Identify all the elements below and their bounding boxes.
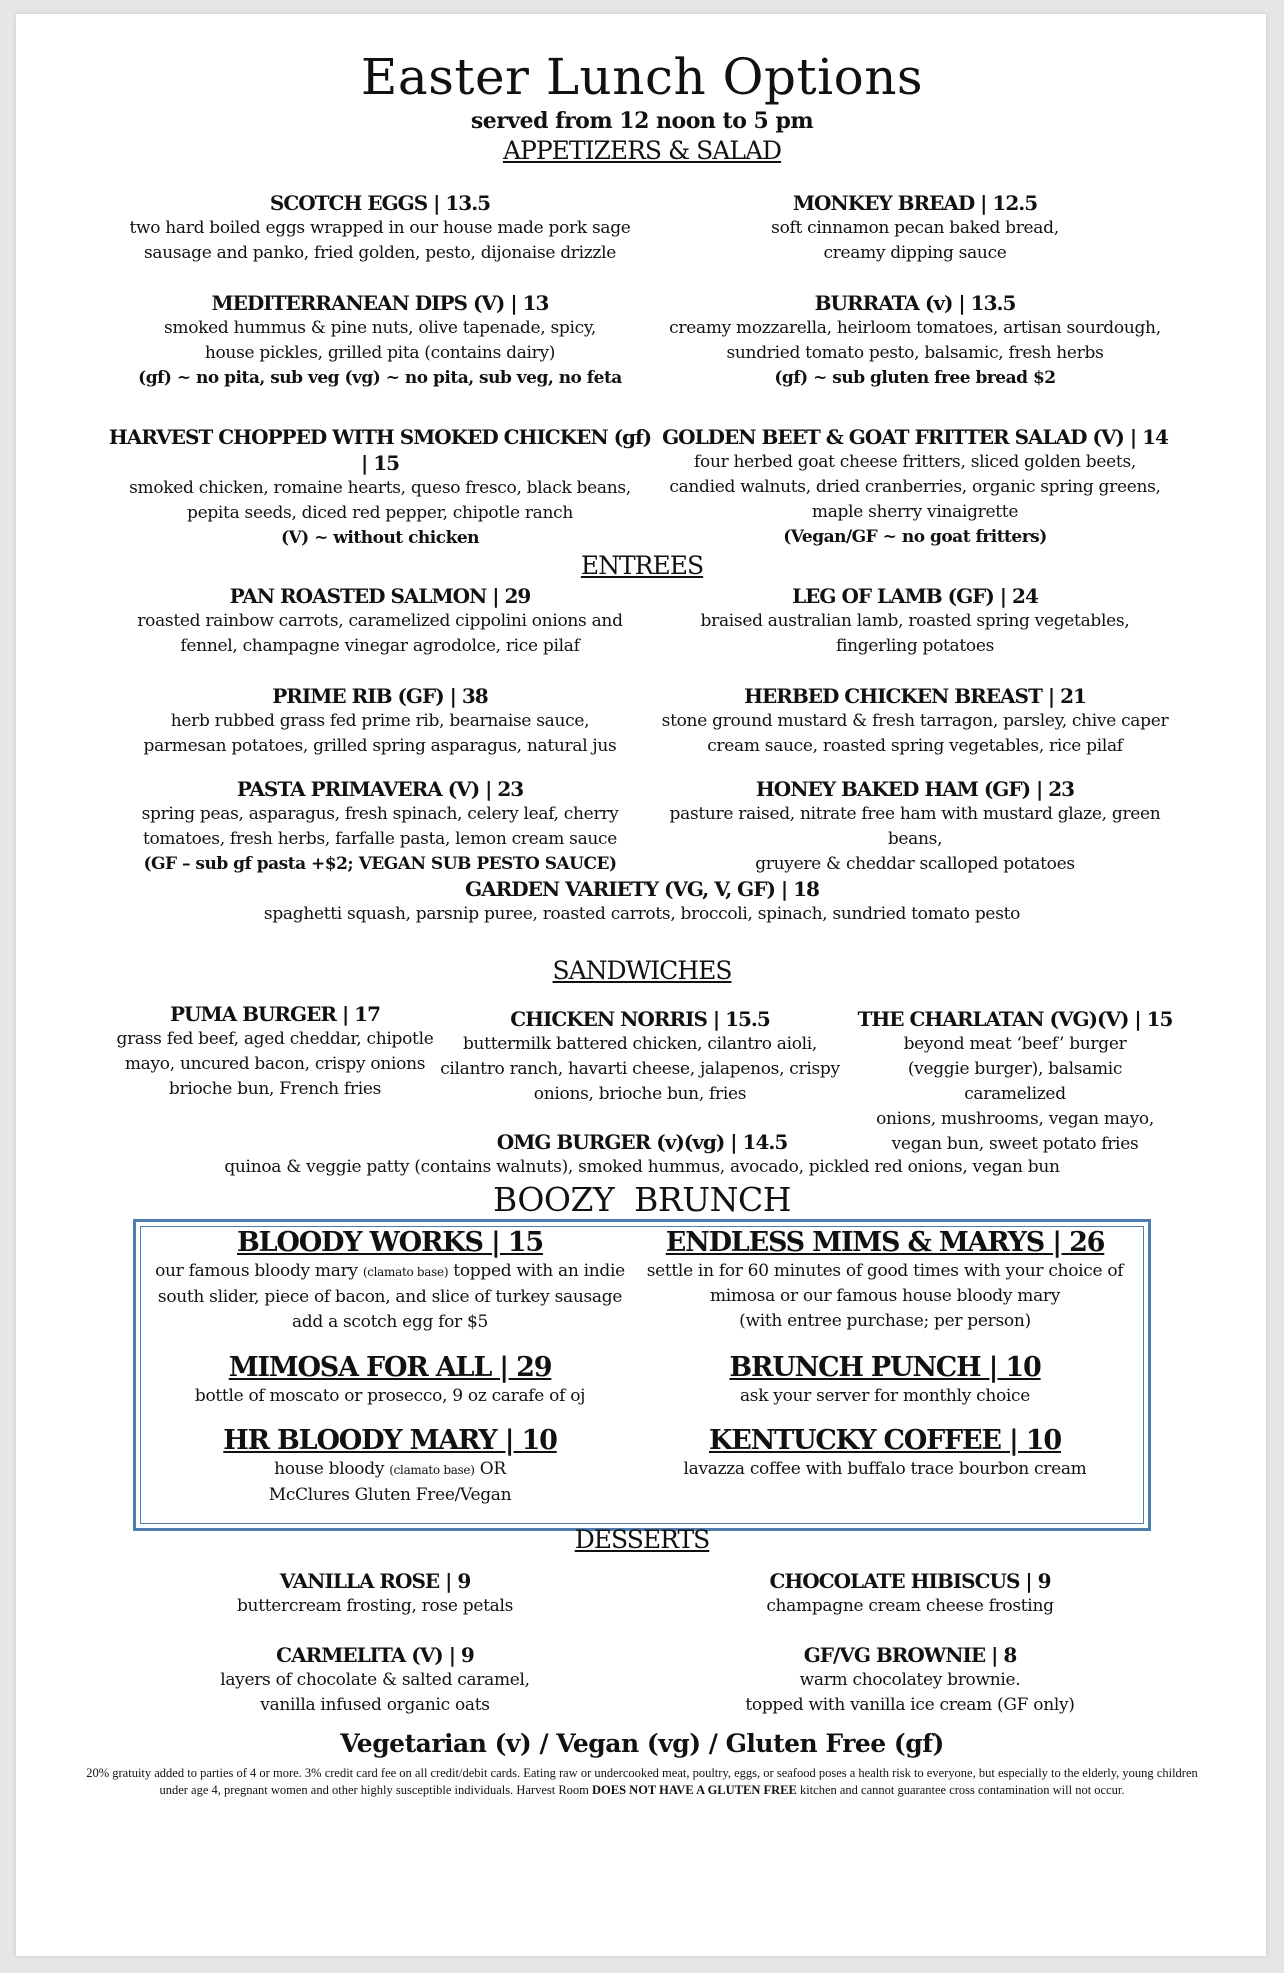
menu-item	[105, 776, 655, 877]
item-note: (gf) ~ no pita, sub veg (vg) ~ no pita, sub veg, no feta	[138, 368, 622, 388]
drink-name: BRUNCH PUNCH | 10	[729, 1352, 1041, 1383]
item-description: mayo, uncured bacon, crispy onions	[124, 1054, 426, 1074]
drink-item	[640, 1227, 1130, 1334]
item-name: GF/VG BROWNIE | 8	[803, 1643, 1017, 1667]
item-name: HARVEST CHOPPED WITH SMOKED CHICKEN (gf) | 15	[108, 425, 652, 475]
item-description: maple sherry vinaigrette	[811, 502, 1019, 522]
item-description: herb rubbed grass fed prime rib, bearnaise sauce,	[170, 711, 590, 731]
section-heading-sandwiches: SANDWICHES	[552, 956, 732, 985]
drink-name: MIMOSA FOR ALL | 29	[228, 1352, 552, 1383]
item-note: (gf) ~ sub gluten free bread $2	[774, 368, 1056, 388]
drink-item	[140, 1227, 640, 1335]
item-description: soft cinnamon pecan baked bread,	[771, 218, 1059, 238]
item-name: VANILLA ROSE | 9	[279, 1569, 471, 1593]
drink-description: our famous bloody mary (clamato base) topped with an indie	[155, 1261, 625, 1281]
item-description: quinoa & veggie patty (contains walnuts), smoked hummus, avocado, pickled red onions, vegan bun	[224, 1157, 1060, 1177]
item-description: onions, brioche bun, fries	[533, 1084, 747, 1104]
drink-description: south slider, piece of bacon, and slice of turkey sausage	[157, 1287, 623, 1307]
item-description: cream sauce, roasted spring vegetables, rice pilaf	[707, 736, 1123, 756]
drink-description: ask your server for monthly choice	[739, 1386, 1031, 1406]
drink-description: settle in for 60 minutes of good times with your choice of	[646, 1261, 1124, 1281]
drink-description: lavazza coffee with buffalo trace bourbon cream	[683, 1459, 1087, 1479]
menu-item	[105, 424, 655, 551]
item-description: onions, mushrooms, vegan mayo,	[876, 1109, 1154, 1129]
item-description: sausage and panko, fried golden, pesto, dijonaise drizzle	[144, 243, 616, 263]
menu-item	[150, 1129, 1134, 1180]
item-description: creamy mozzarella, heirloom tomatoes, artisan sourdough,	[669, 318, 1161, 338]
item-description: stone ground mustard & fresh tarragon, parsley, chive caper	[661, 711, 1169, 731]
menu-item	[95, 1001, 455, 1102]
menu-item	[650, 683, 1180, 759]
menu-item	[125, 1642, 625, 1718]
drink-item	[640, 1352, 1130, 1409]
item-description: candied walnuts, dried cranberries, organic spring greens,	[669, 477, 1161, 497]
menu-item	[650, 583, 1180, 659]
item-note: (V) ~ without chicken	[280, 528, 480, 548]
drink-description: McClures Gluten Free/Vegan	[268, 1485, 512, 1505]
menu-item	[660, 1568, 1160, 1619]
drink-item	[140, 1352, 640, 1409]
drink-name: HR BLOODY MARY | 10	[223, 1425, 557, 1456]
section-heading-boozy-brunch: BOOZY BRUNCH	[493, 1180, 791, 1219]
menu-item	[650, 424, 1180, 550]
item-name: HERBED CHICKEN BREAST | 21	[744, 684, 1086, 708]
item-name: PUMA BURGER | 17	[169, 1002, 381, 1026]
section-heading-appetizers: APPETIZERS & SALAD	[502, 136, 782, 165]
item-description: creamy dipping sauce	[823, 243, 1007, 263]
drink-name: ENDLESS MIMS & MARYS | 26	[665, 1227, 1105, 1258]
item-description: four herbed goat cheese fritters, sliced golden beets,	[694, 452, 1136, 472]
menu-item	[430, 1006, 850, 1107]
menu-item	[150, 876, 1134, 927]
menu-item	[105, 190, 655, 266]
item-name: MONKEY BREAD | 12.5	[792, 191, 1038, 215]
item-description: spring peas, asparagus, fresh spinach, celery leaf, cherry	[141, 804, 619, 824]
item-name: THE CHARLATAN (VG)(V) | 15	[857, 1007, 1173, 1031]
menu-item	[650, 290, 1180, 391]
item-note: (Vegan/GF ~ no goat fritters)	[783, 527, 1047, 547]
menu-subtitle: served from 12 noon to 5 pm	[470, 108, 814, 134]
item-description: roasted rainbow carrots, caramelized cippolini onions and	[137, 611, 623, 631]
item-description: fingerling potatoes	[835, 636, 995, 656]
item-description: pepita seeds, diced red pepper, chipotle ranch	[186, 503, 574, 523]
item-description: vegan bun, sweet potato fries	[891, 1134, 1139, 1154]
drink-description: house bloody (clamato base) OR	[274, 1459, 506, 1479]
item-description: smoked chicken, romaine hearts, queso fresco, black beans,	[129, 478, 631, 498]
menu-item	[650, 776, 1180, 877]
menu-item	[105, 290, 655, 391]
drink-item	[140, 1425, 640, 1508]
menu-item	[125, 1568, 625, 1619]
item-description: tomatoes, fresh herbs, farfalle pasta, lemon cream sauce	[142, 829, 618, 849]
item-description: warm chocolatey brownie.	[799, 1670, 1021, 1690]
section-heading-entrees: ENTREES	[580, 551, 704, 580]
item-description: buttermilk battered chicken, cilantro aioli,	[462, 1034, 818, 1054]
item-name: BURRATA (v) | 13.5	[814, 291, 1016, 315]
menu-title: Easter Lunch Options	[360, 48, 924, 106]
item-description: (veggie burger), balsamic caramelized	[907, 1059, 1123, 1104]
item-description: spaghetti squash, parsnip puree, roasted carrots, broccoli, spinach, sundried tomato pesto	[263, 904, 1021, 924]
drink-name: KENTUCKY COFFEE | 10	[709, 1425, 1061, 1456]
item-description: grass fed beef, aged cheddar, chipotle	[116, 1029, 434, 1049]
menu-item	[660, 1642, 1160, 1718]
footer-disclaimer: 20% gratuity added to parties of 4 or more. 3% credit card fee on all credit/debit cards. Eating raw or undercooked meat, poultry, eggs, or seafood poses a health risk to everyone, but especially to the elderly, young children under age 4, pregnant women and other highly susceptible individuals. Harvest Room DOES NOT HAVE A GLUTEN FREE kitchen and cannot guarantee cross contamination will not occur.	[86, 1766, 1198, 1797]
item-description: beyond meat ‘beef’ burger	[903, 1034, 1127, 1054]
item-description: topped with vanilla ice cream (GF only)	[745, 1695, 1075, 1715]
drink-name: BLOODY WORKS | 15	[237, 1227, 543, 1258]
drink-description: bottle of moscato or prosecco, 9 oz carafe of oj	[194, 1386, 586, 1406]
item-description: smoked hummus & pine nuts, olive tapenade, spicy,	[163, 318, 596, 338]
item-description: two hard boiled eggs wrapped in our house made pork sage	[129, 218, 631, 238]
item-name: MEDITERRANEAN DIPS (V) | 13	[211, 291, 549, 315]
item-description: cilantro ranch, havarti cheese, jalapenos, crispy	[440, 1059, 840, 1079]
drink-description: mimosa or our famous house bloody mary	[709, 1286, 1061, 1306]
item-name: CHICKEN NORRIS | 15.5	[510, 1007, 770, 1031]
item-name: PASTA PRIMAVERA (V) | 23	[236, 777, 524, 801]
menu-item	[650, 190, 1180, 266]
item-name: CARMELITA (V) | 9	[276, 1643, 474, 1667]
section-heading-desserts: DESSERTS	[574, 1525, 710, 1554]
item-name: SCOTCH EGGS | 13.5	[269, 191, 491, 215]
item-name: OMG BURGER (v)(vg) | 14.5	[496, 1130, 788, 1154]
drink-item	[640, 1425, 1130, 1482]
drink-description: add a scotch egg for $5	[291, 1312, 489, 1332]
item-description: champagne cream cheese frosting	[766, 1596, 1054, 1616]
item-description: parmesan potatoes, grilled spring asparagus, natural jus	[143, 736, 617, 756]
item-description: vanilla infused organic oats	[260, 1695, 490, 1715]
item-name: GARDEN VARIETY (VG, V, GF) | 18	[465, 877, 819, 901]
item-description: gruyere & cheddar scalloped potatoes	[755, 854, 1075, 874]
dietary-legend: Vegetarian (v) / Vegan (vg) / Gluten Free (gf)	[340, 1729, 944, 1758]
item-description: brioche bun, French fries	[168, 1079, 382, 1099]
item-description: buttercream frosting, rose petals	[236, 1596, 514, 1616]
drink-description: (with entree purchase; per person)	[739, 1311, 1031, 1331]
item-description: fennel, champagne vinegar agrodolce, rice pilaf	[180, 636, 580, 656]
item-description: pasture raised, nitrate free ham with mustard glaze, green beans,	[669, 804, 1161, 849]
item-name: HONEY BAKED HAM (GF) | 23	[755, 777, 1075, 801]
item-description: house pickles, grilled pita (contains dairy)	[204, 343, 556, 363]
item-note: (GF – sub gf pasta +$2; VEGAN SUB PESTO SAUCE)	[143, 854, 617, 874]
item-description: sundried tomato pesto, balsamic, fresh herbs	[726, 343, 1104, 363]
item-name: PRIME RIB (GF) | 38	[272, 684, 488, 708]
menu-item	[105, 683, 655, 759]
item-name: GOLDEN BEET & GOAT FRITTER SALAD (V) | 14	[662, 425, 1168, 449]
item-description: braised australian lamb, roasted spring vegetables,	[700, 611, 1130, 631]
item-name: CHOCOLATE HIBISCUS | 9	[769, 1569, 1051, 1593]
item-name: LEG OF LAMB (GF) | 24	[792, 584, 1038, 608]
item-description: layers of chocolate & salted caramel,	[220, 1670, 530, 1690]
menu-item	[105, 583, 655, 659]
item-name: PAN ROASTED SALMON | 29	[229, 584, 531, 608]
